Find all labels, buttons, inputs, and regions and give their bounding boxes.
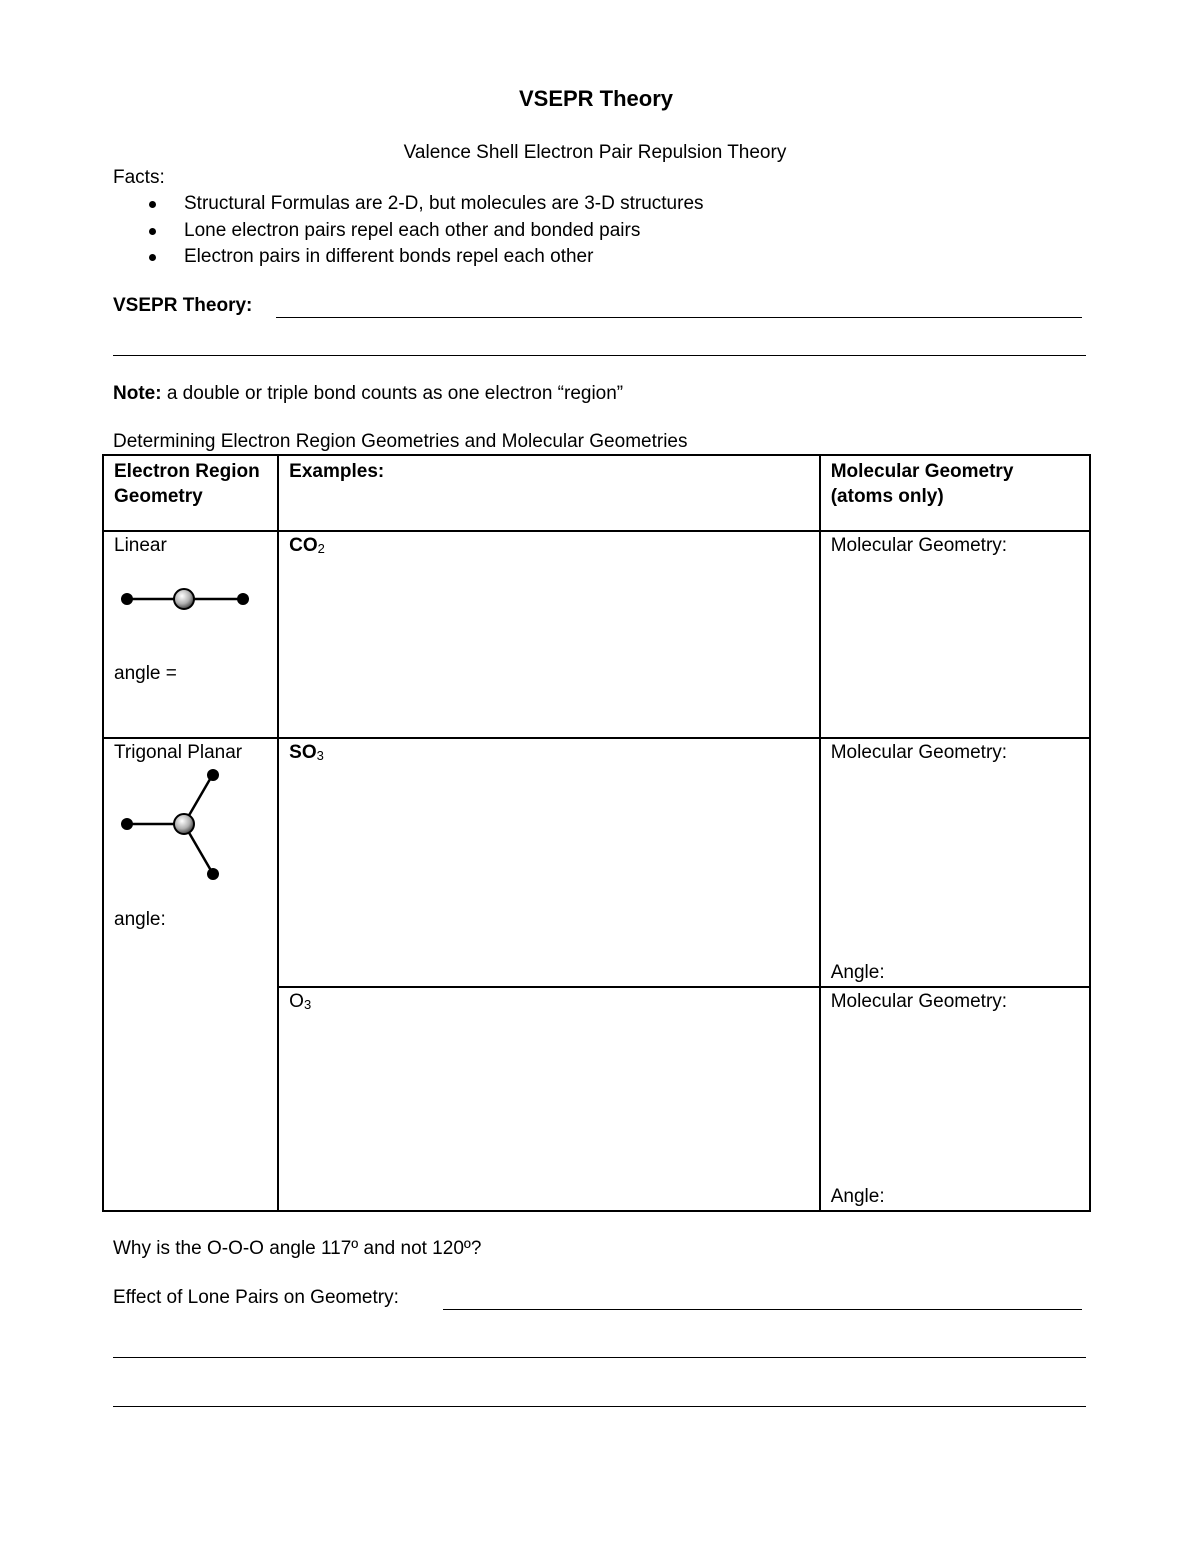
answer-line[interactable] (113, 355, 1086, 356)
molecular-geometry-cell (820, 987, 1090, 1211)
answer-line[interactable] (443, 1309, 1082, 1310)
fact-text: Electron pairs in different bonds repel each other (184, 246, 594, 267)
page-subtitle: Valence Shell Electron Pair Repulsion Theory (403, 142, 787, 163)
molecular-geometry-label: Molecular Geometry: (830, 742, 1008, 763)
answer-line[interactable] (276, 317, 1082, 318)
header-molecular-geometry: Molecular Geometry (atoms only) (820, 455, 1090, 531)
vsepr-theory-label: VSEPR Theory: (113, 295, 253, 316)
example-formula: $CO_2$ (289, 535, 325, 556)
angle-label: angle = (114, 663, 177, 684)
bullet-icon (149, 228, 156, 235)
note-label: Note: (113, 383, 162, 404)
header-examples: Examples: (278, 455, 820, 531)
effect-label: Effect of Lone Pairs on Geometry: (113, 1287, 399, 1308)
fact-item (113, 246, 704, 273)
answer-line[interactable] (113, 1357, 1086, 1358)
table-row-linear (103, 531, 1090, 738)
geometry-name: Linear (114, 535, 167, 556)
fact-text: Structural Formulas are 2-D, but molecules are 3-D structures (184, 193, 704, 214)
fact-text: Lone electron pairs repel each other and bonded pairs (184, 219, 641, 241)
page-title: VSEPR Theory (518, 86, 674, 111)
example-cell (278, 987, 820, 1211)
example-formula: $SO_3$ (289, 742, 324, 763)
fact-item (113, 193, 704, 220)
header-electron-region-geometry: Electron Region Geometry (103, 455, 278, 531)
geometry-table (102, 454, 1091, 1212)
fact-item (113, 220, 704, 247)
facts-list (113, 193, 704, 273)
geometry-name: Trigonal Planar (114, 742, 243, 763)
note (113, 383, 623, 405)
angle-answer-label: Angle: (830, 962, 885, 983)
molecular-geometry-cell (820, 738, 1090, 987)
linear-geometry-cell (103, 531, 278, 738)
note-text: a double or triple bond counts as one electron “region” (161, 383, 624, 404)
bullet-icon (149, 201, 156, 208)
molecular-geometry-label: Molecular Geometry: (830, 991, 1008, 1012)
linear-molecule-icon (116, 584, 256, 614)
trigonal-planar-geometry-cell (103, 738, 278, 1211)
angle-label: angle: (114, 909, 166, 930)
table-row-trigonal-planar (103, 738, 1090, 987)
molecular-geometry-label: Molecular Geometry: (830, 535, 1008, 556)
facts-label: Facts: (113, 167, 165, 188)
trigonal-planar-molecule-icon (116, 769, 246, 889)
answer-line[interactable] (113, 1406, 1086, 1407)
example-formula: $O_3$ (289, 991, 312, 1012)
angle-answer-label: Angle: (830, 1186, 885, 1207)
bullet-icon (149, 254, 156, 261)
example-cell (278, 531, 820, 738)
molecular-geometry-cell (820, 531, 1090, 738)
example-cell (278, 738, 820, 987)
why-question: Why is the O-O-O angle 117º and not 120º? (113, 1238, 482, 1259)
table-caption: Determining Electron Region Geometries and Molecular Geometries (113, 431, 688, 452)
table-header-row (103, 455, 1090, 531)
